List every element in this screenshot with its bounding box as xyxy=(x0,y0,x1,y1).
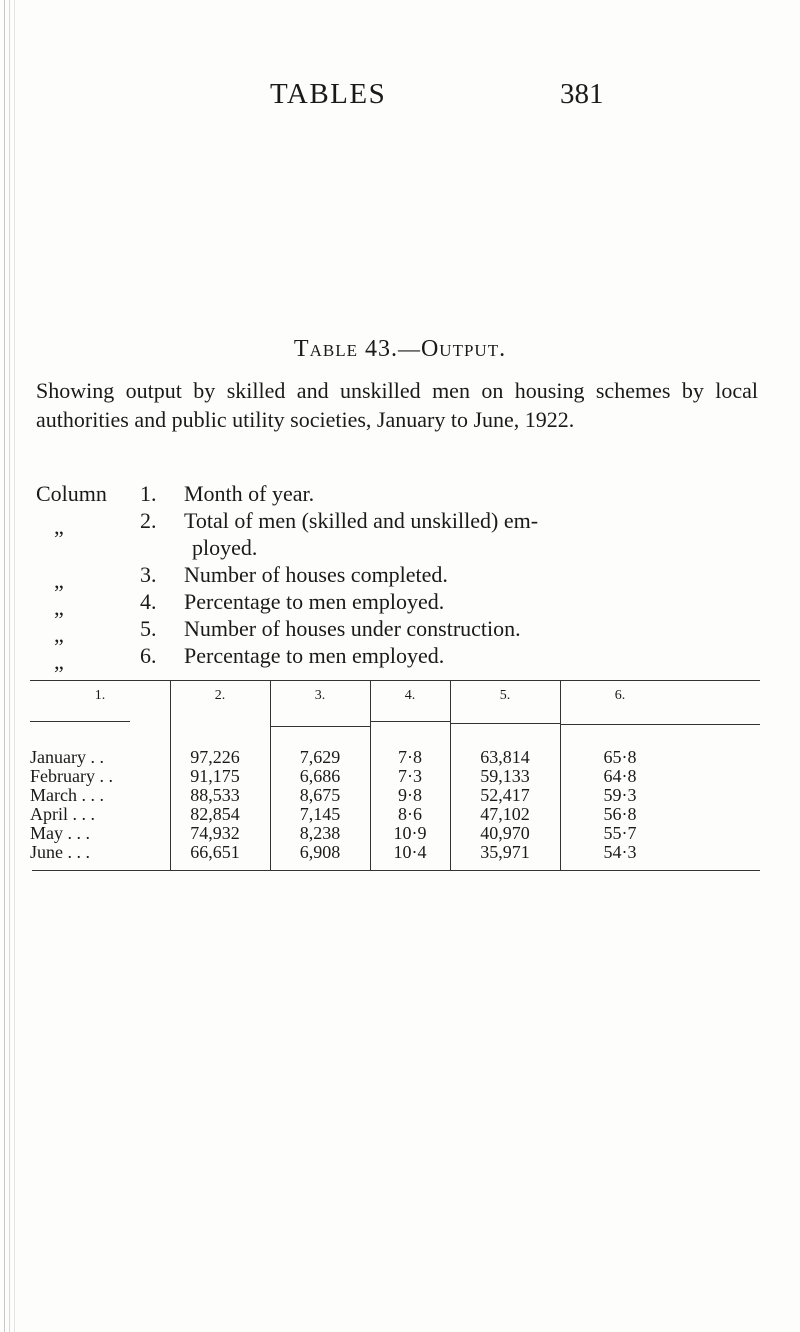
header-rule xyxy=(270,726,370,727)
cell-under-construction: 47,102 xyxy=(480,804,530,824)
cell-under-construction: 63,814 xyxy=(480,747,530,767)
column-legend-ditto: „ xyxy=(54,649,64,674)
column-legend-number: 3. xyxy=(140,562,157,587)
column-legend-text: Percentage to men employed. xyxy=(184,643,445,668)
column-legend-text-line: Total of men (skilled and unskilled) em- xyxy=(184,508,539,533)
table-row xyxy=(30,748,760,766)
header-rule xyxy=(30,721,130,722)
column-legend-item xyxy=(36,615,756,647)
column-legend-item xyxy=(36,561,756,593)
table-description: Showing output by skilled and unskilled men on housing schemes by local authorities and public utility societies, January to June, 1922. xyxy=(36,378,758,432)
cell-pct-completed: 7·8 xyxy=(398,747,422,767)
cell-month: March . . . xyxy=(30,785,104,805)
table-row xyxy=(30,767,760,785)
table-bottom-rule xyxy=(32,870,760,871)
column-legend-item xyxy=(36,588,756,620)
header-rule xyxy=(560,724,760,725)
cell-pct-completed: 10·9 xyxy=(393,823,427,843)
output-table xyxy=(30,680,760,880)
column-legend-number: 2. xyxy=(140,508,157,533)
table-row xyxy=(30,824,760,842)
cell-houses-completed: 7,629 xyxy=(299,747,341,767)
column-legend-text: Month of year. xyxy=(184,481,315,506)
cell-houses-completed: 8,675 xyxy=(299,785,341,805)
cell-houses-completed: 7,145 xyxy=(299,804,341,824)
column-header: 2. xyxy=(214,688,226,703)
cell-pct-construction: 55·7 xyxy=(603,823,637,843)
column-legend-number: 4. xyxy=(140,589,157,614)
cell-pct-completed: 9·8 xyxy=(398,785,422,805)
column-legend-text-continuation: ployed. xyxy=(192,535,258,560)
table-row xyxy=(30,786,760,804)
table-title xyxy=(0,336,800,363)
cell-men-employed: 88,533 xyxy=(190,785,240,805)
table-top-rule xyxy=(30,680,760,681)
column-legend-prefix: Column xyxy=(36,481,107,506)
table-row xyxy=(30,805,760,823)
cell-pct-construction: 59·3 xyxy=(603,785,637,805)
cell-pct-construction: 65·8 xyxy=(603,747,637,767)
cell-month: April . . . xyxy=(30,804,95,824)
cell-pct-construction: 64·8 xyxy=(603,766,637,786)
page-binding-edge xyxy=(4,0,5,1332)
cell-houses-completed: 8,238 xyxy=(299,823,341,843)
table-title-suffix: Output. xyxy=(420,336,507,362)
column-header: 4. xyxy=(404,688,416,703)
column-legend-item xyxy=(36,507,756,561)
page-binding-edge xyxy=(9,0,10,1332)
column-legend-text xyxy=(184,507,744,561)
cell-under-construction: 35,971 xyxy=(480,842,530,862)
column-header: 3. xyxy=(314,688,326,703)
column-legend-number: 6. xyxy=(140,643,157,668)
cell-month: May . . . xyxy=(30,823,90,843)
cell-month: January . . xyxy=(30,747,104,767)
cell-pct-completed: 10·4 xyxy=(393,842,427,862)
cell-men-employed: 66,651 xyxy=(190,842,240,862)
column-legend-item xyxy=(36,642,756,674)
page-binding-edge xyxy=(14,0,15,1332)
cell-pct-construction: 56·8 xyxy=(603,804,637,824)
column-legend-ditto: „ xyxy=(54,595,64,620)
column-header: 5. xyxy=(499,688,511,703)
header-rule xyxy=(450,723,560,724)
cell-under-construction: 59,133 xyxy=(480,766,530,786)
cell-men-employed: 82,854 xyxy=(190,804,240,824)
table-title-prefix: Table 43. xyxy=(293,336,398,362)
cell-men-employed: 74,932 xyxy=(190,823,240,843)
cell-month: February . . xyxy=(30,766,113,786)
column-legend-text: Percentage to men employed. xyxy=(184,589,445,614)
cell-under-construction: 52,417 xyxy=(480,785,530,805)
cell-month: June . . . xyxy=(30,842,90,862)
cell-pct-completed: 8·6 xyxy=(398,804,422,824)
column-legend-text: Number of houses completed. xyxy=(184,562,448,587)
cell-men-employed: 97,226 xyxy=(190,747,240,767)
cell-houses-completed: 6,908 xyxy=(299,842,341,862)
table-row xyxy=(30,843,760,861)
cell-houses-completed: 6,686 xyxy=(299,766,341,786)
column-legend-ditto: „ xyxy=(54,622,64,647)
column-header: 6. xyxy=(614,688,626,703)
cell-pct-construction: 54·3 xyxy=(603,842,637,862)
column-legend-item xyxy=(36,480,756,507)
table-title-dash: — xyxy=(397,336,421,361)
column-legend-number: 1. xyxy=(140,481,157,506)
column-header: 1. xyxy=(94,688,106,703)
header-rule xyxy=(370,721,450,722)
column-legend-text: Number of houses under construction. xyxy=(184,616,521,641)
column-legend-ditto: „ xyxy=(54,514,64,539)
column-legend-number: 5. xyxy=(140,616,157,641)
cell-pct-completed: 7·3 xyxy=(398,766,422,786)
column-legend xyxy=(36,480,756,674)
cell-under-construction: 40,970 xyxy=(480,823,530,843)
page-number: 381 xyxy=(560,78,604,110)
running-title: TABLES xyxy=(270,78,387,110)
column-legend-ditto: „ xyxy=(54,568,64,593)
cell-men-employed: 91,175 xyxy=(190,766,240,786)
